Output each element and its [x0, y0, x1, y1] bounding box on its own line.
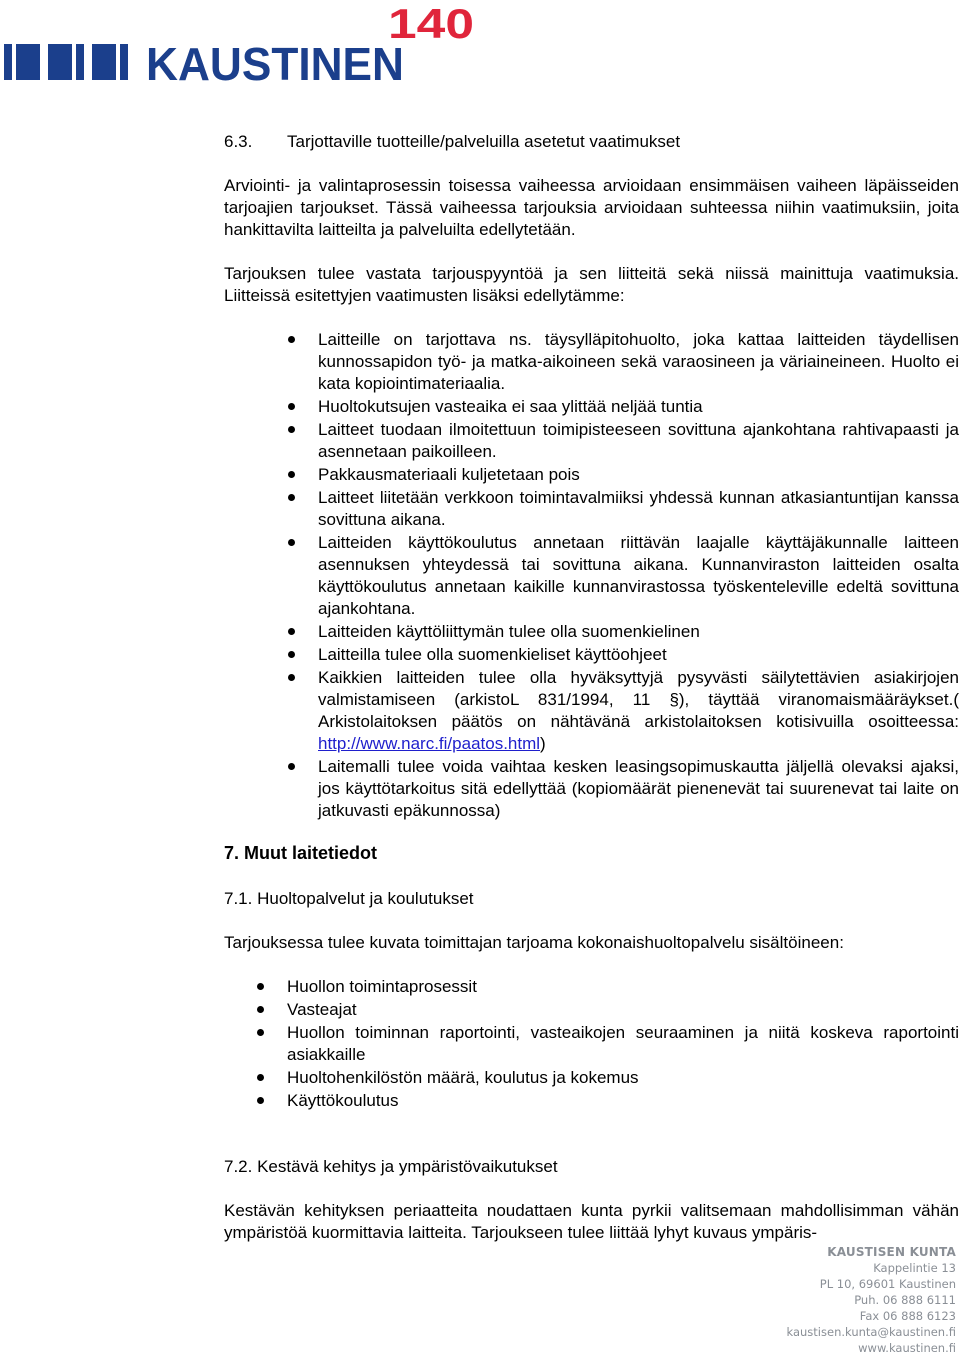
list-item-text: Laitteilla tulee olla suomenkieliset käyttöohjeet [318, 645, 667, 664]
logo-bar-5 [92, 44, 116, 80]
list-item-text: Laitteille on tarjottava ns. täysylläpitohuolto, joka kattaa laitteiden täydellisen kunnossapidon työ- ja matka-aikoineen sekä varaosineen ja väriaineineen. Huolto ei kata kopiointimateriaalia. [318, 330, 959, 393]
section-6-3-paragraph-1: Arviointi- ja valintaprosessin toisessa vaiheessa arvioidaan ensimmäisen vaiheen läpäisseiden tarjoajien tarjoukset. Tässä vaiheessa tarjouksia arvioidaan suhteessa niihin vaatimuksiin, joita hankittavilta laitteilta ja palveluilta edellytetään. [224, 176, 959, 239]
section-7-2-paragraph: Kestävän kehityksen periaatteita noudattaen kunta pyrkii valitsemaan mahdollisimman vähän ympäristöä kuormittavia laitteita. Tarjoukseen tulee liittää lyhyt kuvaus ympäris- [224, 1201, 959, 1242]
street-address: Kappelintie 13 [873, 1261, 956, 1275]
organization-name: KAUSTISEN KUNTA [827, 1245, 956, 1259]
list-item [224, 644, 959, 666]
list-item [224, 532, 959, 620]
narc-link[interactable]: http://www.narc.fi/paatos.html [318, 734, 541, 753]
bullet-icon [288, 651, 295, 658]
bullet-icon [288, 471, 295, 478]
list-item-text: Laitemalli tulee voida vaihtaa kesken leasingsopimuskautta jäljellä olevaksi ajaksi, jos käyttötarkoitus sitä edellyttää (kopiomäärät pienenevät tai suurenevat tai laite on jatkuvasti epäkunnossa) [318, 757, 959, 820]
requirements-list [224, 329, 959, 822]
website: www.kaustinen.fi [858, 1341, 956, 1355]
list-item [224, 756, 959, 822]
list-item-text: Käyttökoulutus [287, 1091, 399, 1110]
logo-bar-2 [16, 44, 40, 80]
list-item-text: Huoltokutsujen vasteaika ei saa ylittää neljää tuntia [318, 397, 703, 416]
kaustinen-140-logo [0, 0, 480, 90]
list-item [224, 396, 959, 418]
logo-graphic [0, 0, 480, 90]
archive-item-end: ) [540, 734, 546, 753]
bullet-icon [257, 1029, 264, 1036]
list-item [224, 419, 959, 463]
list-item [224, 976, 959, 998]
section-6-3-title: Tarjottaville tuotteille/palveluilla asetetut vaatimukset [287, 132, 681, 151]
bullet-icon [288, 628, 295, 635]
list-item-text: Huollon toimintaprosessit [287, 977, 477, 996]
service-list [224, 976, 959, 1112]
list-item [224, 1090, 959, 1112]
section-6-3-paragraph-2: Tarjouksen tulee vastata tarjouspyyntöä ja sen liitteitä sekä niissä mainittuja vaatimuksia. Liitteissä esitettyjen vaatimusten lisäksi edellytämme: [224, 264, 959, 305]
list-item-text: Huollon toiminnan raportointi, vasteaikojen seuraaminen ja niitä koskeva raportointi asiakkaille [287, 1023, 959, 1064]
section-7-1-paragraph: Tarjouksessa tulee kuvata toimittajan tarjoama kokonaishuoltopalvelu sisältöineen: [224, 933, 844, 952]
section-7-1-heading [224, 888, 959, 910]
list-item-text: Pakkausmateriaali kuljetetaan pois [318, 465, 580, 484]
list-item-text: Vasteajat [287, 1000, 357, 1019]
bullet-icon [288, 674, 295, 681]
bullet-icon [288, 763, 295, 770]
list-item [224, 464, 959, 486]
phone-number: Puh. 06 888 6111 [854, 1293, 956, 1307]
fax-number: Fax 06 888 6123 [859, 1309, 956, 1323]
bullet-icon [288, 403, 295, 410]
bullet-icon [257, 1006, 264, 1013]
bullet-icon [288, 494, 295, 501]
logo-wordmark: KAUSTINEN [146, 38, 404, 90]
bullet-icon [288, 336, 295, 343]
section-7-2-number: 7.2. [224, 1157, 253, 1176]
section-7-2-heading [224, 1156, 959, 1178]
bullet-icon [257, 983, 264, 990]
logo-bar-3 [48, 44, 72, 80]
list-item-text: Huoltohenkilöstön määrä, koulutus ja kokemus [287, 1068, 639, 1087]
section-7-title: 7. Muut laitetiedot [224, 843, 377, 863]
email-address: kaustisen.kunta@kaustinen.fi [786, 1325, 956, 1339]
section-6-3-heading [224, 131, 959, 153]
logo-anniversary-number: 140 [388, 0, 474, 47]
list-item-text: Laitteet liitetään verkkoon toimintavalmiiksi yhdessä kunnan atkasiantuntijan kanssa sovittuna aikana. [318, 488, 959, 529]
section-6-3-number: 6.3. [224, 132, 253, 151]
list-item-text: Laitteet tuodaan ilmoitettuun toimipisteeseen sovittuna ajankohtana rahtivapaasti ja asennetaan paikoilleen. [318, 420, 959, 461]
list-item [224, 1022, 959, 1066]
bullet-icon [288, 539, 295, 546]
section-7-1-number: 7.1. [224, 889, 253, 908]
list-item [224, 999, 959, 1021]
list-item [224, 621, 959, 643]
logo-bar-4 [76, 44, 84, 80]
municipality-contact-block [760, 1244, 956, 1356]
list-item-archive [224, 667, 959, 755]
section-7-1-title: Huoltopalvelut ja koulutukset [257, 889, 474, 908]
list-item [224, 1067, 959, 1089]
list-item [224, 487, 959, 531]
postal-address: PL 10, 69601 Kaustinen [819, 1277, 956, 1291]
document-body [224, 131, 959, 1244]
section-7-2-title: Kestävä kehitys ja ympäristövaikutukset [257, 1157, 558, 1176]
bullet-icon [257, 1097, 264, 1104]
list-item-text: Laitteiden käyttöliittymän tulee olla suomenkielinen [318, 622, 700, 641]
list-item-text: Laitteiden käyttökoulutus annetaan riittävän laajalle käyttäjäkunnalle laitteen asennuksen yhteydessä tai sovittuna aikana. Kunnanviraston laitteiden osalta käyttökoulutus annetaan kaikille kunnanvirastossa työskenteleville edeltä sovittuna ajankohtana. [318, 533, 959, 618]
logo-bar-6 [120, 44, 128, 80]
logo-bar-1 [4, 44, 12, 80]
bullet-icon [288, 426, 295, 433]
archive-item-text: Kaikkien laitteiden tulee olla hyväksyttyjä pysyvästi säilytettävien asiakirjojen valmistamiseen (arkistoL 831/1994, 11 §), täyttää viranomaismääräykset.( Arkistolaitoksen päätös on nähtävänä arkistolaitoksen kotisivuilla osoitteessa: [318, 668, 959, 731]
bullet-icon [257, 1074, 264, 1081]
list-item [224, 329, 959, 395]
